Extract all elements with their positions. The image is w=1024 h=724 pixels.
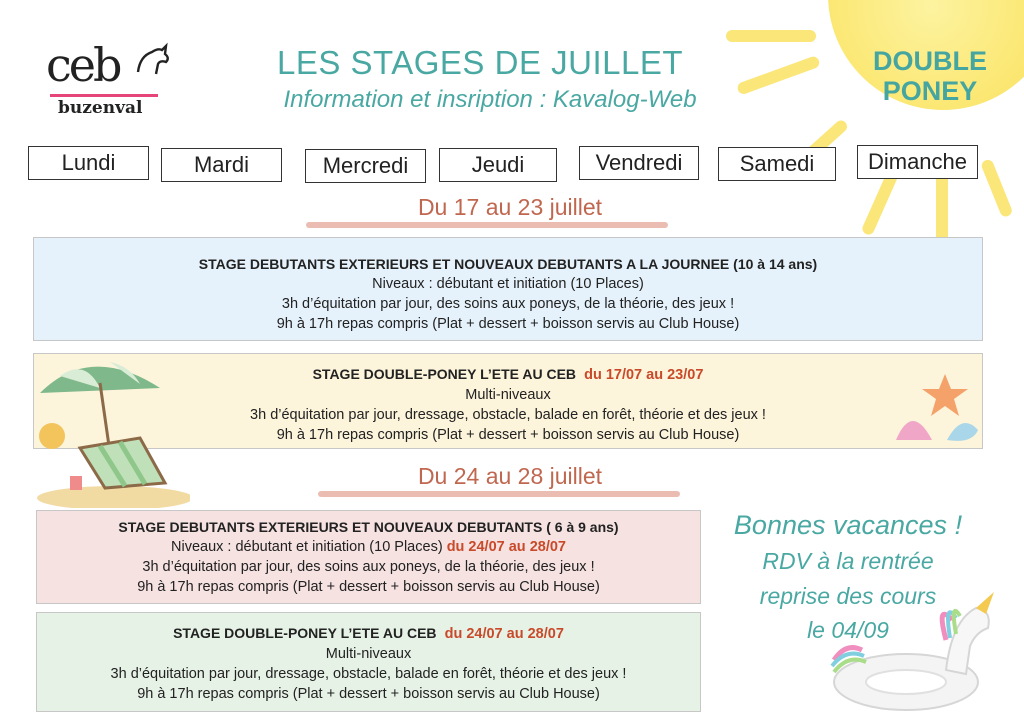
stage-schedule: 9h à 17h repas compris (Plat + dessert + boisson servis au Club House) xyxy=(276,316,740,332)
logo-text: ceb xyxy=(46,38,120,92)
stage-card xyxy=(36,612,701,712)
beach-umbrella-icon xyxy=(30,348,190,508)
stage-levels: Niveaux : débutant et initiation (10 Places) xyxy=(372,276,644,292)
day-mercredi: Mercredi xyxy=(305,149,426,183)
sun-ray xyxy=(726,30,816,42)
stage-title: STAGE DOUBLE-PONEY L’ETE AU CEB xyxy=(312,366,577,382)
period-underline xyxy=(306,222,668,228)
stage-dates: du 24/07 au 28/07 xyxy=(444,626,564,642)
stage-schedule: 9h à 17h repas compris (Plat + dessert + boisson servis au Club House) xyxy=(276,427,740,443)
period-underline xyxy=(318,491,680,497)
day-jeudi: Jeudi xyxy=(439,148,557,182)
stage-title: STAGE DOUBLE-PONEY L’ETE AU CEB xyxy=(173,625,437,641)
stage-card xyxy=(33,237,983,341)
stage-dates: du 17/07 au 23/07 xyxy=(584,367,704,383)
period-heading: Du 24 au 28 juillet xyxy=(417,463,603,489)
stage-schedule: 9h à 17h repas compris (Plat + dessert + boisson servis au Club House) xyxy=(137,686,600,702)
stage-schedule: 9h à 17h repas compris (Plat + dessert + boisson servis au Club House) xyxy=(137,579,600,595)
logo-underline xyxy=(50,94,158,97)
stage-description: 3h d’équitation par jour, des soins aux poneys, de la théorie, des jeux ! xyxy=(281,296,735,312)
period-heading: Du 17 au 23 juillet xyxy=(417,194,603,220)
stage-dates: du 24/07 au 28/07 xyxy=(446,539,566,555)
day-lundi: Lundi xyxy=(28,146,149,180)
stage-levels: Niveaux : débutant et initiation (10 Places) xyxy=(171,539,443,555)
sun-ray xyxy=(980,158,1014,218)
horse-logo-icon xyxy=(132,42,172,82)
stage-title: STAGE DEBUTANTS EXTERIEURS ET NOUVEAUX DEBUTANTS ( 6 à 9 ans) xyxy=(118,519,619,535)
day-mardi: Mardi xyxy=(161,148,282,182)
goodbye-line: RDV à la rentrée xyxy=(762,548,934,574)
stage-description: 3h d’équitation par jour, des soins aux poneys, de la théorie, des jeux ! xyxy=(142,559,595,575)
goodbye-heading: Bonnes vacances ! xyxy=(733,510,963,540)
sun-ray xyxy=(936,172,948,244)
goodbye-line: reprise des cours xyxy=(759,583,937,609)
stage-title: STAGE DEBUTANTS EXTERIEURS ET NOUVEAUX DEBUTANTS A LA JOURNEE (10 à 14 ans) xyxy=(198,256,818,272)
goodbye-line: le 04/09 xyxy=(807,617,889,643)
logo-subtitle: buzenval xyxy=(58,98,143,118)
stage-description: 3h d’équitation par jour, dressage, obstacle, balade en forêt, théorie et des jeux ! xyxy=(250,407,766,423)
double-poney-badge xyxy=(860,46,1000,106)
stage-levels: Multi-niveaux xyxy=(465,387,551,403)
page-title: LES STAGES DE JUILLET xyxy=(276,44,684,81)
stage-description: 3h d’équitation par jour, dressage, obstacle, balade en forêt, théorie et des jeux ! xyxy=(110,666,627,682)
day-vendredi: Vendredi xyxy=(579,146,699,180)
day-dimanche: Dimanche xyxy=(857,145,978,179)
badge-line-2: PONEY xyxy=(882,76,978,106)
day-samedi: Samedi xyxy=(718,147,836,181)
badge-line-1: DOUBLE xyxy=(873,46,987,76)
stage-levels: Multi-niveaux xyxy=(325,646,412,662)
page-subtitle: Information et insription : Kavalog-Web xyxy=(283,86,697,113)
seashell-icon xyxy=(892,400,982,446)
ceb-logo xyxy=(46,38,176,122)
stage-card xyxy=(36,510,701,604)
unicorn-float-icon xyxy=(826,590,1006,718)
